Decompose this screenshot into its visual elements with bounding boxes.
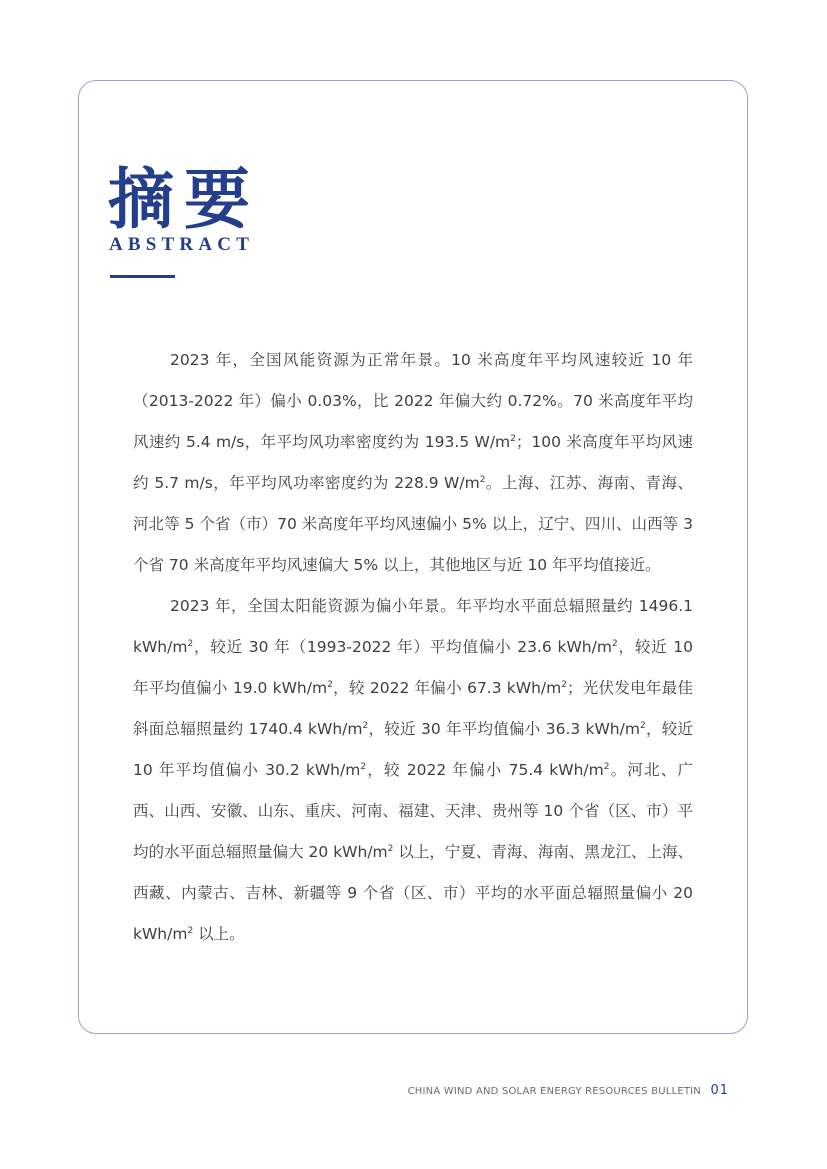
text-segment: ；光伏发电年最佳斜面总辐照量约 1740.4 kWh/m [133, 679, 693, 738]
text-segment: 以上，宁夏、青海、海南、黑龙江、上海、西藏、内蒙古、吉林、新疆等 9 个省（区、市）平均的水平面总辐照量偏小 20 kWh/m [133, 843, 693, 943]
text-segment: ，较近 30 年（1993-2022 年）平均值偏小 23.6 kWh/m [193, 638, 612, 656]
superscript: 2 [479, 474, 486, 485]
text-segment: ，较近 30 年平均值偏小 36.3 kWh/m [368, 720, 640, 738]
text-segment: ，较近 10 年平均值偏小 19.0 kWh/m [133, 638, 693, 697]
page-subtitle: ABSTRACT [109, 234, 255, 255]
page-title: 摘要 [108, 160, 260, 238]
text-segment: 2023 年，全国太阳能资源为偏小年景。年平均水平面总辐照量约 1496.1 kWh/m [133, 597, 693, 656]
footer-bulletin-name: CHINA WIND AND SOLAR ENERGY RESOURCES BULLETIN [407, 1086, 701, 1097]
paragraph-solar [133, 586, 693, 955]
superscript: 2 [603, 761, 610, 772]
text-segment: ，较 2022 年偏小 75.4 kWh/m [366, 761, 604, 779]
superscript: 2 [561, 679, 567, 690]
page-number: 01 [710, 1083, 729, 1098]
paragraph-wind [133, 340, 693, 586]
superscript: 2 [611, 638, 618, 649]
title-underline [110, 275, 175, 278]
superscript: 2 [510, 433, 516, 444]
text-segment: 。河北、广西、山西、安徽、山东、重庆、河南、福建、天津、贵州等 10 个省（区、市）平均的水平面总辐照量偏大 20 kWh/m [133, 761, 693, 861]
superscript: 2 [327, 679, 333, 690]
text-segment: ，较 2022 年偏小 67.3 kWh/m [332, 679, 562, 697]
superscript: 2 [387, 843, 394, 854]
text-segment: ；100 米高度年平均风速约 5.7 m/s，年平均风功率密度约为 228.9 W/m [133, 433, 694, 492]
text-segment: ，较近 10 年平均值偏小 30.2 kWh/m [133, 720, 693, 779]
abstract-body [133, 340, 693, 955]
superscript: 2 [187, 638, 194, 649]
superscript: 2 [360, 761, 367, 772]
superscript: 2 [187, 925, 194, 936]
superscript: 2 [639, 720, 646, 731]
text-segment: 。上海、江苏、海南、青海、河北等 5 个省（市）70 米高度年平均风速偏小 5% 以上，辽宁、四川、山西等 3 个省 70 米高度年平均风速偏大 5% 以上，其他地区与近 10 年平均值接近。 [133, 474, 693, 574]
text-segment: 2023 年，全国风能资源为正常年景。10 米高度年平均风速较近 10 年（2013-2022 年）偏小 0.03%，比 2022 年偏大约 0.72%。70 米高度年平均风速约 5.4 m/s，年平均风功率密度约为 193.5 W/m [133, 351, 693, 451]
text-segment: 以上。 [193, 925, 245, 943]
superscript: 2 [362, 720, 369, 731]
